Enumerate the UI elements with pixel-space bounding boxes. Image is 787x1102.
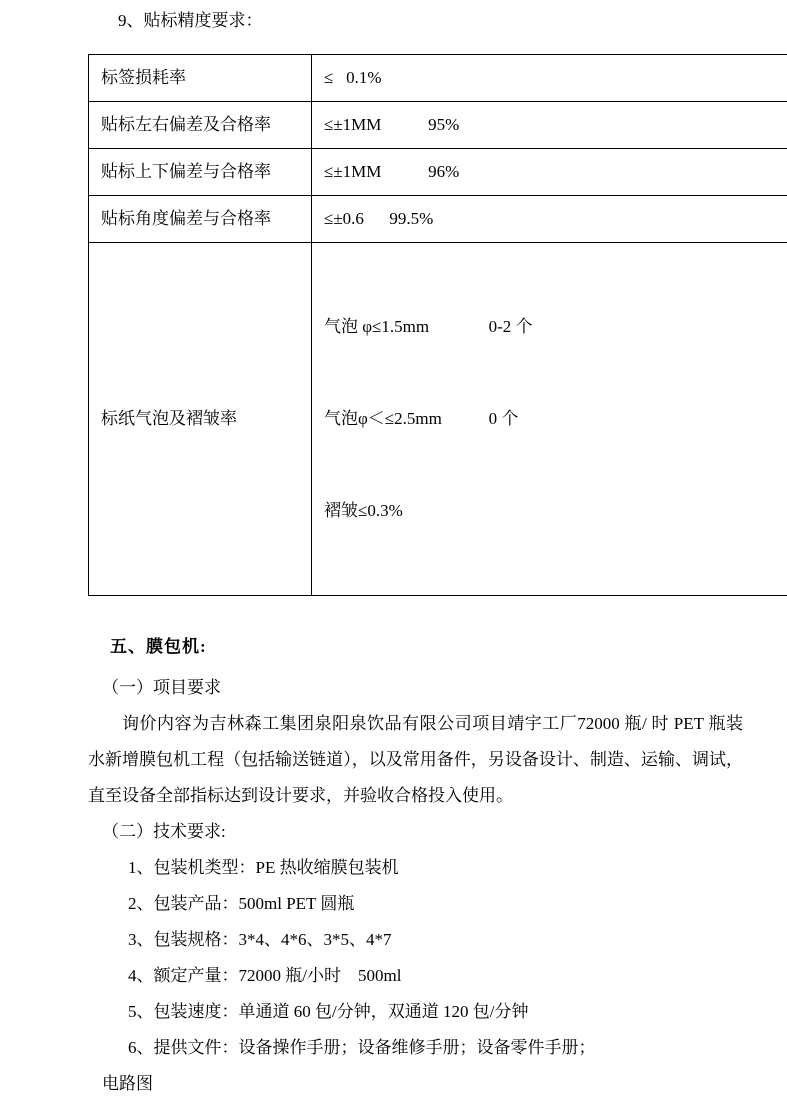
- tech-item-3: 3、包装规格：3*4、4*6、3*5、4*7: [88, 922, 743, 958]
- tech-item-1: 1、包装机类型：PE 热收缩膜包装机: [88, 850, 743, 886]
- row-label: 标纸气泡及褶皱率: [89, 243, 312, 596]
- table-row: [89, 102, 787, 149]
- row-value-line: 气泡φ＜≤2.5mm 0 个: [324, 403, 778, 435]
- tech-item-6-continuation: 电路图: [88, 1066, 743, 1102]
- row-value-line: 气泡 φ≤1.5mm 0-2 个: [324, 311, 778, 343]
- document-page: [0, 6, 787, 931]
- tech-item-4: 4、额定产量：72000 瓶/小时 500ml: [88, 958, 743, 994]
- row-label: 标签损耗率: [89, 55, 312, 102]
- tech-item-5: 5、包装速度：单通道 60 包/分钟，双通道 120 包/分钟: [88, 994, 743, 1030]
- section-title: 五、膜包机:: [88, 632, 743, 662]
- table-row: [89, 243, 787, 596]
- subsection-project-requirements: （一）项目要求: [88, 670, 743, 706]
- row-label: 贴标角度偏差与合格率: [89, 196, 312, 243]
- table-row: [89, 149, 787, 196]
- subsection-technical-requirements: （二）技术要求:: [88, 814, 743, 850]
- row-label: 贴标上下偏差与合格率: [89, 149, 312, 196]
- table-row: [89, 196, 787, 243]
- project-requirements-paragraph: 询价内容为吉林森工集团泉阳泉饮品有限公司项目靖宇工厂72000 瓶/ 时 PET 瓶装水新增膜包机工程（包括输送链道），以及常用备件，另设备设计、制造、运输、调试，直至设备全部指标达到设计要求，并验收合格投入使用。: [88, 706, 743, 814]
- row-label: 贴标左右偏差及合格率: [89, 102, 312, 149]
- row-value-line: 褶皱≤0.3%: [324, 495, 778, 527]
- row-value: ≤±1MM 95%: [312, 102, 787, 149]
- row-value: ≤±1MM 96%: [312, 149, 787, 196]
- row-value-multiline: [312, 243, 787, 596]
- row-value: ≤±0.6 99.5%: [312, 196, 787, 243]
- tech-item-2: 2、包装产品：500ml PET 圆瓶: [88, 886, 743, 922]
- label-accuracy-table: [88, 54, 787, 596]
- heading-item-9: 9、贴标精度要求：: [88, 6, 743, 36]
- table-row: [89, 55, 787, 102]
- row-value: ≤ 0.1%: [312, 55, 787, 102]
- tech-item-6: 6、提供文件：设备操作手册；设备维修手册；设备零件手册；: [88, 1030, 743, 1066]
- spacer: [88, 662, 743, 670]
